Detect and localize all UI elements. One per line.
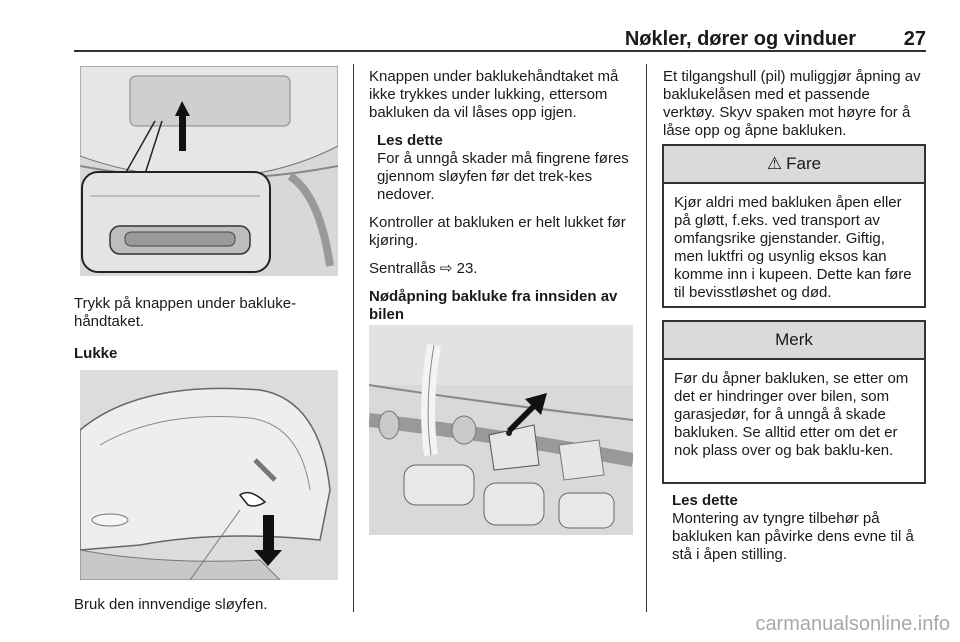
column-divider (353, 64, 354, 612)
danger-box (662, 144, 926, 308)
warning-icon: ⚠ (766, 154, 783, 173)
notice-text: Før du åpner bakluken, se etter om det er hindringer over bilen, som garasjedør, for å unngå å skade bakluken. Se alltid etter om det er nok plass over og bak baklu-ken. (674, 370, 909, 459)
note-text: For å unngå skader må fingrene føres gjennom sløyfen før det trek-kes nedover. (377, 150, 629, 203)
figure-inner-loop (80, 370, 338, 580)
note-title: Les dette (377, 132, 443, 149)
reference-arrow-icon: ⇨ (439, 260, 453, 277)
page-number: 27 (903, 28, 926, 50)
figure-tailgate-handle (80, 66, 338, 276)
middle-column-text (369, 68, 635, 334)
paragraph-check-closed: Kontroller at bakluken er helt lukket før kjøring. (369, 214, 626, 249)
heading-emergency-opening: Nødåpning bakluke fra innsiden av bilen (369, 288, 618, 323)
left-column-text-2 (74, 596, 342, 624)
notice-box-header (664, 322, 924, 360)
reference-page: 23. (456, 260, 478, 277)
danger-title: Fare (786, 154, 822, 173)
notice-title: Merk (775, 330, 813, 349)
note-title: Les dette (672, 492, 738, 509)
note-block (369, 132, 635, 204)
paragraph-access-hole: Et tilgangshull (pil) muliggjør åpning av baklukelåsen med et passende verktøy. Skyv spaken mot høyre for å låse opp og åpne bakluken. (663, 68, 921, 139)
reference-text: Sentrallås (369, 260, 436, 277)
caption-inner-loop: Bruk den innvendige sløyfen. (74, 596, 268, 613)
column-divider (646, 64, 647, 612)
header-rule (74, 50, 926, 52)
danger-text: Kjør aldri med bakluken åpen eller på gløtt, f.eks. ved transport av omfangsrike gjenstander. Giftig, men luktfri og usynlig eksos kan komme inn i kupeen. Dette kan føre til bevisstløshet og død. (674, 194, 912, 301)
watermark: carmanualsonline.info (755, 613, 950, 635)
caption-press-button: Trykk på knappen under bakluke-håndtaket. (74, 295, 297, 330)
danger-box-header (664, 146, 924, 184)
figure-access-hole (369, 325, 633, 535)
left-column-text-1 (74, 295, 342, 373)
right-note-block (672, 492, 926, 564)
page-title: Nøkler, dører og vinduer (624, 28, 856, 50)
cross-reference (369, 260, 635, 278)
right-column-text (663, 68, 925, 150)
note-text: Montering av tyngre tilbehør på bakluken kan påvirke dens evne til å stå i åpen stilling. (672, 510, 914, 563)
heading-close: Lukke (74, 345, 118, 362)
notice-box (662, 320, 926, 484)
page-header (74, 22, 926, 50)
paragraph-handle-warning: Knappen under baklukehåndtaket må ikke trykkes under lukking, ettersom bakluken da vil låses opp igjen. (369, 68, 619, 121)
